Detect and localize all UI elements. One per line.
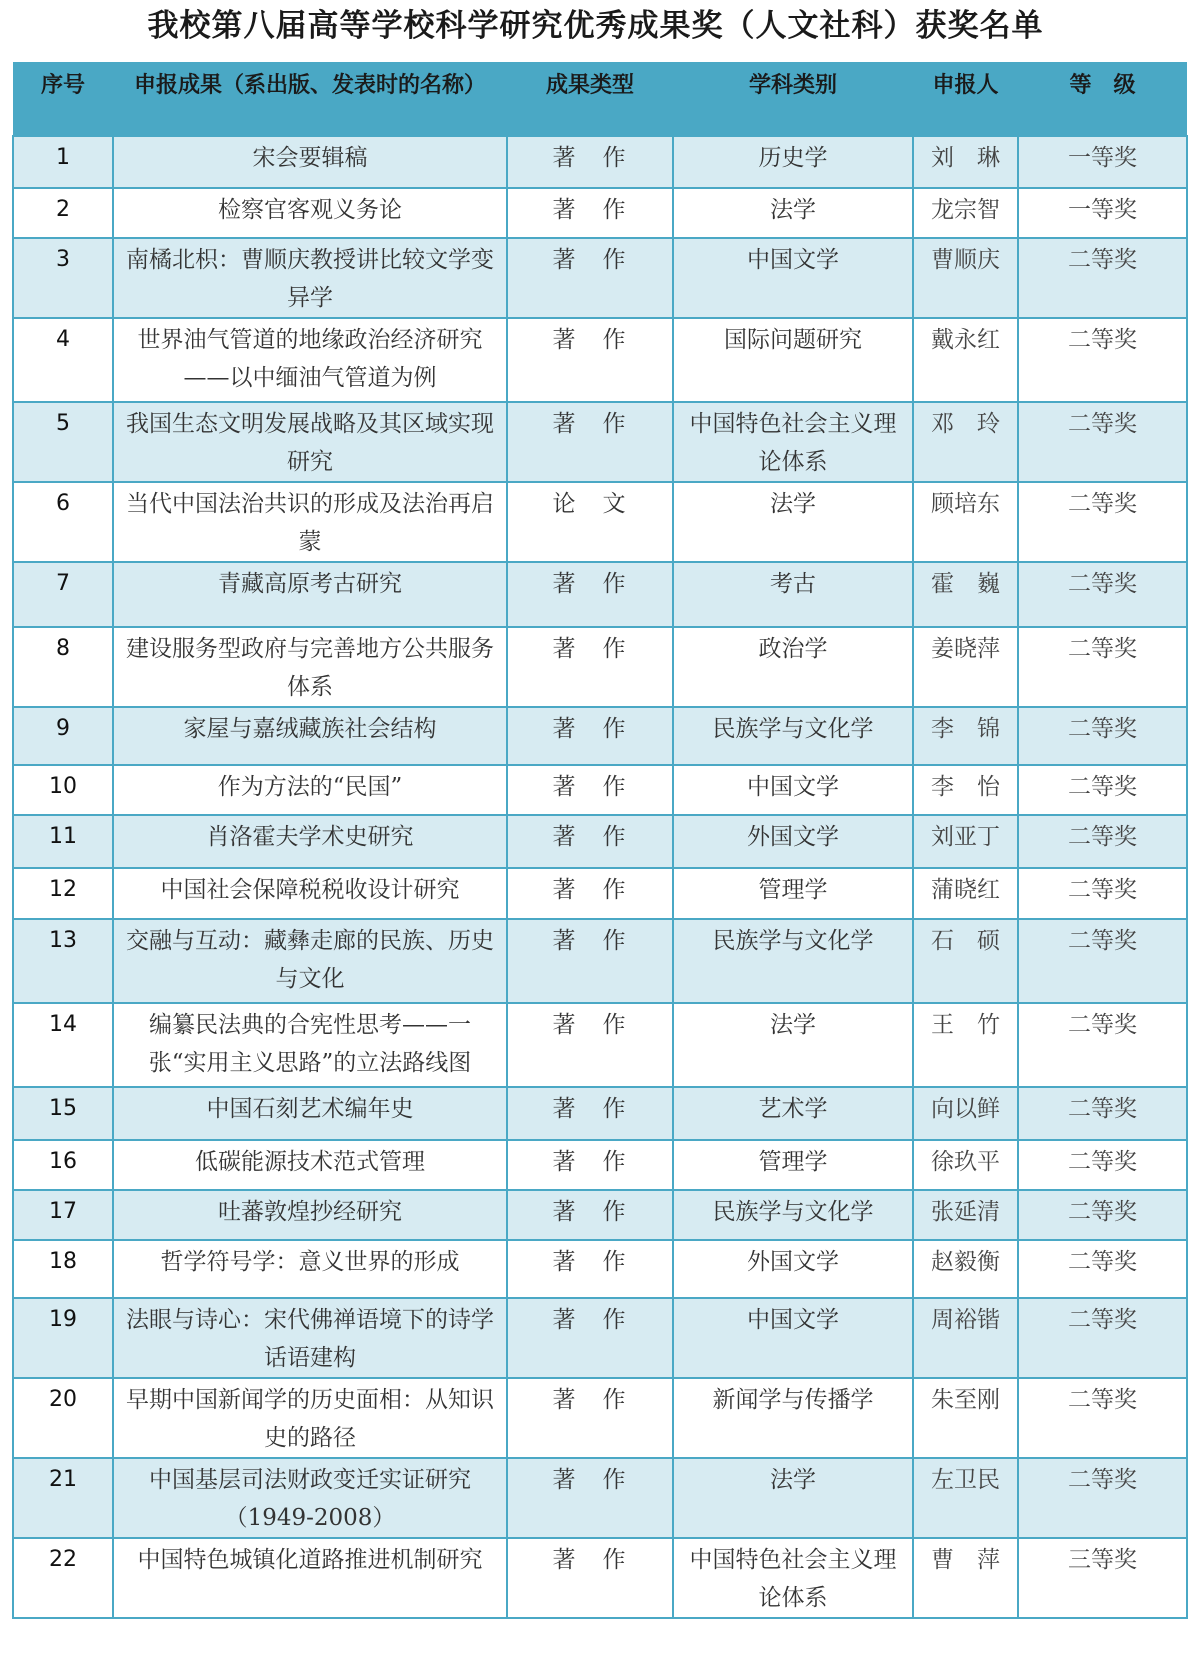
- cell-award-level: 一等奖: [1018, 136, 1187, 188]
- cell-subject: 法学: [673, 188, 913, 238]
- table-row: [13, 1458, 1187, 1538]
- cell-number: 12: [13, 868, 113, 919]
- cell-subject: 考古: [673, 562, 913, 627]
- cell-subject: 民族学与文化学: [673, 1190, 913, 1240]
- cell-number: 11: [13, 815, 113, 868]
- cell-number: 8: [13, 627, 113, 707]
- cell-type: 著 作: [507, 318, 673, 402]
- cell-type: 著 作: [507, 188, 673, 238]
- awards-table: [12, 62, 1188, 1619]
- header-applicant: 申报人: [913, 62, 1018, 136]
- cell-type: 著 作: [507, 1087, 673, 1140]
- cell-number: 21: [13, 1458, 113, 1538]
- cell-type: 著 作: [507, 707, 673, 765]
- cell-award-level: 二等奖: [1018, 1003, 1187, 1087]
- cell-applicant: 李 怡: [913, 765, 1018, 815]
- cell-applicant: 顾培东: [913, 482, 1018, 562]
- cell-award-level: 二等奖: [1018, 562, 1187, 627]
- table-row: [13, 1538, 1187, 1618]
- cell-subject: 法学: [673, 1003, 913, 1087]
- cell-award-level: 二等奖: [1018, 482, 1187, 562]
- cell-subject: 外国文学: [673, 815, 913, 868]
- cell-number: 19: [13, 1298, 113, 1378]
- cell-type: 著 作: [507, 238, 673, 318]
- cell-award-level: 二等奖: [1018, 1190, 1187, 1240]
- table-row: [13, 1298, 1187, 1378]
- cell-achievement: 宋会要辑稿: [113, 136, 507, 188]
- table-row: [13, 1378, 1187, 1458]
- cell-award-level: 二等奖: [1018, 238, 1187, 318]
- cell-type: 著 作: [507, 136, 673, 188]
- cell-number: 10: [13, 765, 113, 815]
- table-row: [13, 707, 1187, 765]
- table-row: [13, 402, 1187, 482]
- cell-award-level: 二等奖: [1018, 1298, 1187, 1378]
- cell-type: 著 作: [507, 1003, 673, 1087]
- cell-award-level: 二等奖: [1018, 765, 1187, 815]
- cell-number: 14: [13, 1003, 113, 1087]
- cell-subject: 历史学: [673, 136, 913, 188]
- cell-applicant: 霍 巍: [913, 562, 1018, 627]
- cell-achievement: 肖洛霍夫学术史研究: [113, 815, 507, 868]
- cell-applicant: 向以鲜: [913, 1087, 1018, 1140]
- cell-number: 1: [13, 136, 113, 188]
- header-number: 序号: [13, 62, 113, 136]
- cell-achievement: 中国石刻艺术编年史: [113, 1087, 507, 1140]
- cell-subject: 法学: [673, 482, 913, 562]
- cell-number: 9: [13, 707, 113, 765]
- cell-achievement: 编纂民法典的合宪性思考——一张“实用主义思路”的立法路线图: [113, 1003, 507, 1087]
- table-row: [13, 815, 1187, 868]
- table-row: [13, 627, 1187, 707]
- cell-applicant: 戴永红: [913, 318, 1018, 402]
- cell-type: 著 作: [507, 562, 673, 627]
- table-row: [13, 1190, 1187, 1240]
- cell-award-level: 二等奖: [1018, 815, 1187, 868]
- cell-type: 著 作: [507, 1140, 673, 1190]
- cell-award-level: 二等奖: [1018, 1458, 1187, 1538]
- cell-subject: 民族学与文化学: [673, 707, 913, 765]
- table-row: [13, 1140, 1187, 1190]
- cell-achievement: 家屋与嘉绒藏族社会结构: [113, 707, 507, 765]
- cell-type: 论 文: [507, 482, 673, 562]
- cell-type: 著 作: [507, 919, 673, 1003]
- cell-achievement: 南橘北枳：曹顺庆教授讲比较文学变异学: [113, 238, 507, 318]
- cell-number: 13: [13, 919, 113, 1003]
- cell-subject: 中国文学: [673, 1298, 913, 1378]
- cell-award-level: 二等奖: [1018, 1087, 1187, 1140]
- cell-subject: 中国文学: [673, 238, 913, 318]
- cell-achievement: 交融与互动：藏彝走廊的民族、历史与文化: [113, 919, 507, 1003]
- table-row: [13, 562, 1187, 627]
- header-type: 成果类型: [507, 62, 673, 136]
- cell-award-level: 二等奖: [1018, 1378, 1187, 1458]
- cell-subject: 新闻学与传播学: [673, 1378, 913, 1458]
- cell-achievement: 世界油气管道的地缘政治经济研究——以中缅油气管道为例: [113, 318, 507, 402]
- cell-number: 18: [13, 1240, 113, 1298]
- cell-subject: 中国特色社会主义理论体系: [673, 1538, 913, 1618]
- cell-type: 著 作: [507, 1378, 673, 1458]
- cell-award-level: 三等奖: [1018, 1538, 1187, 1618]
- cell-type: 著 作: [507, 1190, 673, 1240]
- cell-applicant: 张延清: [913, 1190, 1018, 1240]
- cell-award-level: 二等奖: [1018, 707, 1187, 765]
- cell-applicant: 朱至刚: [913, 1378, 1018, 1458]
- header-achievement: 申报成果（系出版、发表时的名称）: [113, 62, 507, 136]
- cell-subject: 法学: [673, 1458, 913, 1538]
- table-row: [13, 1003, 1187, 1087]
- cell-applicant: 左卫民: [913, 1458, 1018, 1538]
- table-body: [13, 136, 1187, 1618]
- cell-achievement: 中国基层司法财政变迁实证研究（1949-2008）: [113, 1458, 507, 1538]
- cell-achievement: 建设服务型政府与完善地方公共服务体系: [113, 627, 507, 707]
- cell-number: 2: [13, 188, 113, 238]
- cell-applicant: 赵毅衡: [913, 1240, 1018, 1298]
- cell-achievement: 法眼与诗心：宋代佛禅语境下的诗学话语建构: [113, 1298, 507, 1378]
- table-row: [13, 318, 1187, 402]
- header-row: [13, 62, 1187, 136]
- cell-applicant: 刘亚丁: [913, 815, 1018, 868]
- cell-applicant: 曹顺庆: [913, 238, 1018, 318]
- cell-type: 著 作: [507, 1538, 673, 1618]
- cell-applicant: 邓 玲: [913, 402, 1018, 482]
- cell-award-level: 二等奖: [1018, 1240, 1187, 1298]
- cell-subject: 政治学: [673, 627, 913, 707]
- cell-type: 著 作: [507, 815, 673, 868]
- cell-subject: 管理学: [673, 868, 913, 919]
- header-award-level: 等 级: [1018, 62, 1187, 136]
- cell-achievement: 中国特色城镇化道路推进机制研究: [113, 1538, 507, 1618]
- table-row: [13, 188, 1187, 238]
- table-row: [13, 238, 1187, 318]
- cell-number: 15: [13, 1087, 113, 1140]
- cell-achievement: 哲学符号学：意义世界的形成: [113, 1240, 507, 1298]
- cell-applicant: 龙宗智: [913, 188, 1018, 238]
- table-row: [13, 1240, 1187, 1298]
- cell-applicant: 李 锦: [913, 707, 1018, 765]
- cell-applicant: 蒲晓红: [913, 868, 1018, 919]
- cell-achievement: 中国社会保障税税收设计研究: [113, 868, 507, 919]
- cell-achievement: 早期中国新闻学的历史面相：从知识史的路径: [113, 1378, 507, 1458]
- cell-number: 5: [13, 402, 113, 482]
- cell-applicant: 姜晓萍: [913, 627, 1018, 707]
- cell-number: 17: [13, 1190, 113, 1240]
- cell-achievement: 吐蕃敦煌抄经研究: [113, 1190, 507, 1240]
- cell-award-level: 二等奖: [1018, 318, 1187, 402]
- cell-type: 著 作: [507, 1240, 673, 1298]
- cell-applicant: 刘 琳: [913, 136, 1018, 188]
- header-subject: 学科类别: [673, 62, 913, 136]
- cell-achievement: 青藏高原考古研究: [113, 562, 507, 627]
- cell-award-level: 二等奖: [1018, 627, 1187, 707]
- table-row: [13, 482, 1187, 562]
- cell-number: 3: [13, 238, 113, 318]
- cell-number: 20: [13, 1378, 113, 1458]
- cell-subject: 中国文学: [673, 765, 913, 815]
- cell-award-level: 二等奖: [1018, 402, 1187, 482]
- cell-achievement: 检察官客观义务论: [113, 188, 507, 238]
- cell-award-level: 二等奖: [1018, 1140, 1187, 1190]
- cell-applicant: 王 竹: [913, 1003, 1018, 1087]
- cell-number: 16: [13, 1140, 113, 1190]
- cell-achievement: 我国生态文明发展战略及其区域实现研究: [113, 402, 507, 482]
- page-title: 我校第八届高等学校科学研究优秀成果奖（人文社科）获奖名单: [147, 8, 1044, 44]
- cell-number: 6: [13, 482, 113, 562]
- cell-applicant: 周裕锴: [913, 1298, 1018, 1378]
- table-row: [13, 136, 1187, 188]
- cell-type: 著 作: [507, 627, 673, 707]
- table-header: [13, 62, 1187, 136]
- cell-subject: 国际问题研究: [673, 318, 913, 402]
- cell-achievement: 当代中国法治共识的形成及法治再启蒙: [113, 482, 507, 562]
- cell-award-level: 二等奖: [1018, 868, 1187, 919]
- cell-number: 22: [13, 1538, 113, 1618]
- cell-applicant: 徐玖平: [913, 1140, 1018, 1190]
- table-row: [13, 765, 1187, 815]
- cell-type: 著 作: [507, 1458, 673, 1538]
- cell-subject: 中国特色社会主义理论体系: [673, 402, 913, 482]
- cell-achievement: 低碳能源技术范式管理: [113, 1140, 507, 1190]
- cell-number: 4: [13, 318, 113, 402]
- cell-type: 著 作: [507, 765, 673, 815]
- cell-subject: 管理学: [673, 1140, 913, 1190]
- cell-applicant: 曹 萍: [913, 1538, 1018, 1618]
- cell-award-level: 一等奖: [1018, 188, 1187, 238]
- cell-number: 7: [13, 562, 113, 627]
- table-row: [13, 919, 1187, 1003]
- cell-achievement: 作为方法的“民国”: [113, 765, 507, 815]
- cell-subject: 艺术学: [673, 1087, 913, 1140]
- table-row: [13, 1087, 1187, 1140]
- cell-applicant: 石 硕: [913, 919, 1018, 1003]
- cell-type: 著 作: [507, 1298, 673, 1378]
- cell-subject: 民族学与文化学: [673, 919, 913, 1003]
- table-row: [13, 868, 1187, 919]
- cell-type: 著 作: [507, 402, 673, 482]
- cell-award-level: 二等奖: [1018, 919, 1187, 1003]
- cell-subject: 外国文学: [673, 1240, 913, 1298]
- cell-type: 著 作: [507, 868, 673, 919]
